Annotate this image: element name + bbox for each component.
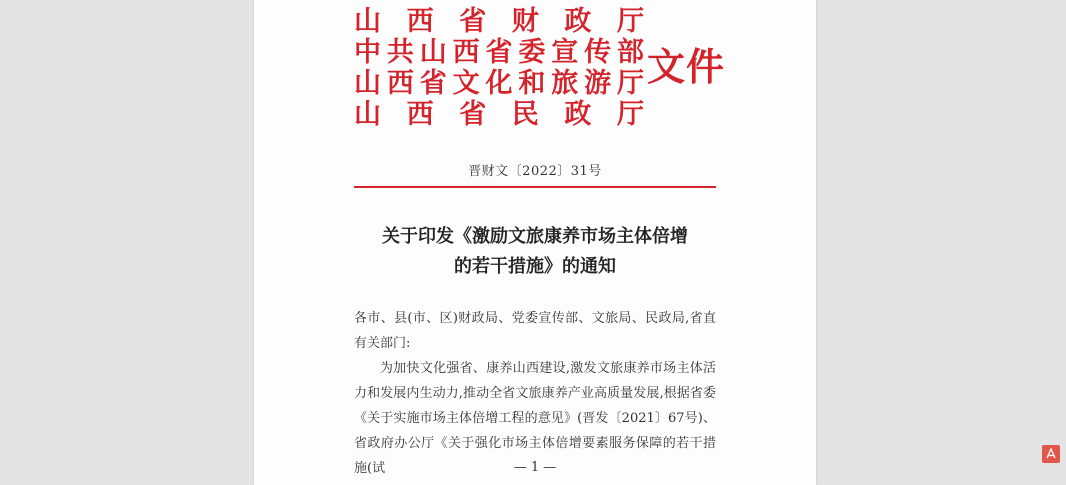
document-page [254, 0, 816, 485]
body-paragraph: 为加快文化强省、康养山西建设,激发文旅康养市场主体活力和发展内生动力,推动全省文旅康养产业高质量发展,根据省委《关于实施市场主体倍增工程的意见》(晋发〔2021〕67号)、省政府办公厅《关于强化市场主体倍增要素服务保障的若干措施(试 [354, 361, 716, 476]
issuer-line: 山西省文化和旅游厅 [354, 68, 644, 99]
issuer-block [354, 6, 644, 130]
document-type: 文件 [647, 44, 726, 89]
issuer-line: 山 西 省 财 政 厅 [354, 6, 644, 37]
addressee: 各市、县(市、区)财政局、党委宣传部、文旅局、民政局,省直有关部门: [354, 311, 716, 351]
document-title [254, 222, 816, 282]
issuer-line: 山 西 省 民 政 厅 [354, 99, 644, 130]
red-divider [354, 186, 716, 188]
title-line: 关于印发《激励文旅康养市场主体倍增 [382, 226, 688, 247]
pdf-glyph [1045, 448, 1057, 460]
pdf-icon[interactable] [1042, 445, 1060, 463]
page-number: — 1 — [513, 460, 557, 475]
issuer-line: 中共山西省委宣传部 [354, 37, 644, 68]
document-body [354, 306, 716, 481]
document-number: 晋财文〔2022〕31号 [468, 164, 602, 179]
title-line: 的若干措施》的通知 [454, 256, 616, 277]
